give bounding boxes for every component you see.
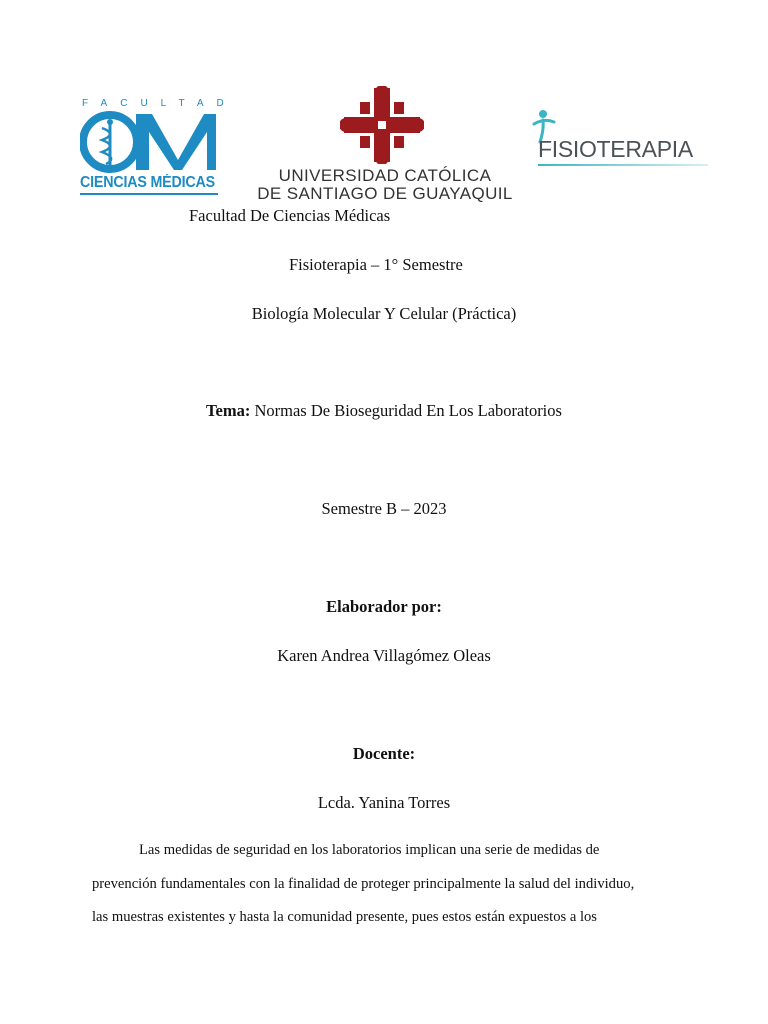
fisioterapia-logo-underline — [538, 164, 708, 166]
semester-line: Semestre B – 2023 — [321, 499, 447, 518]
ucsg-cross-icon — [340, 86, 424, 164]
fcm-logo-bottom-label: CIENCIAS MÉDICAS — [80, 174, 215, 191]
fcm-logo-top-label: FACULTAD — [82, 98, 237, 109]
author-name: Karen Andrea Villagómez Oleas — [277, 646, 491, 665]
author-label: Elaborador por: — [326, 597, 442, 616]
paragraph-line-2: prevención fundamentales con la finalidad de proteger principalmente la salud del individuo, — [92, 876, 635, 892]
ucsg-name-line1: UNIVERSIDAD CATÓLICA — [278, 166, 492, 185]
teacher-name: Lcda. Yanina Torres — [317, 793, 451, 812]
topic-label: Tema: — [206, 401, 251, 420]
caduceus-cm-icon — [80, 110, 220, 174]
ucsg-name-line2: DE SANTIAGO DE GUAYAQUIL — [257, 184, 513, 203]
subject-line: Biología Molecular Y Celular (Práctica) — [251, 304, 517, 323]
paragraph-line-3: las muestras existentes y hasta la comunidad presente, pues estos están expuestos a los — [92, 909, 597, 925]
paragraph-line-1: Las medidas de seguridad en los laboratorios implican una serie de medidas de — [139, 842, 600, 858]
teacher-label: Docente: — [352, 744, 416, 763]
fisioterapia-logo — [530, 108, 715, 168]
career-line: Fisioterapia – 1° Semestre — [289, 255, 463, 274]
fisioterapia-logo-label: FISIOTERAPIA — [538, 136, 693, 162]
ucsg-logo — [250, 86, 520, 202]
fcm-logo — [78, 98, 237, 200]
fcm-logo-underline — [80, 193, 218, 195]
topic-line — [0, 401, 768, 421]
faculty-line: Facultad De Ciencias Médicas — [189, 206, 391, 225]
topic-text: Normas De Bioseguridad En Los Laboratorios — [250, 401, 562, 420]
